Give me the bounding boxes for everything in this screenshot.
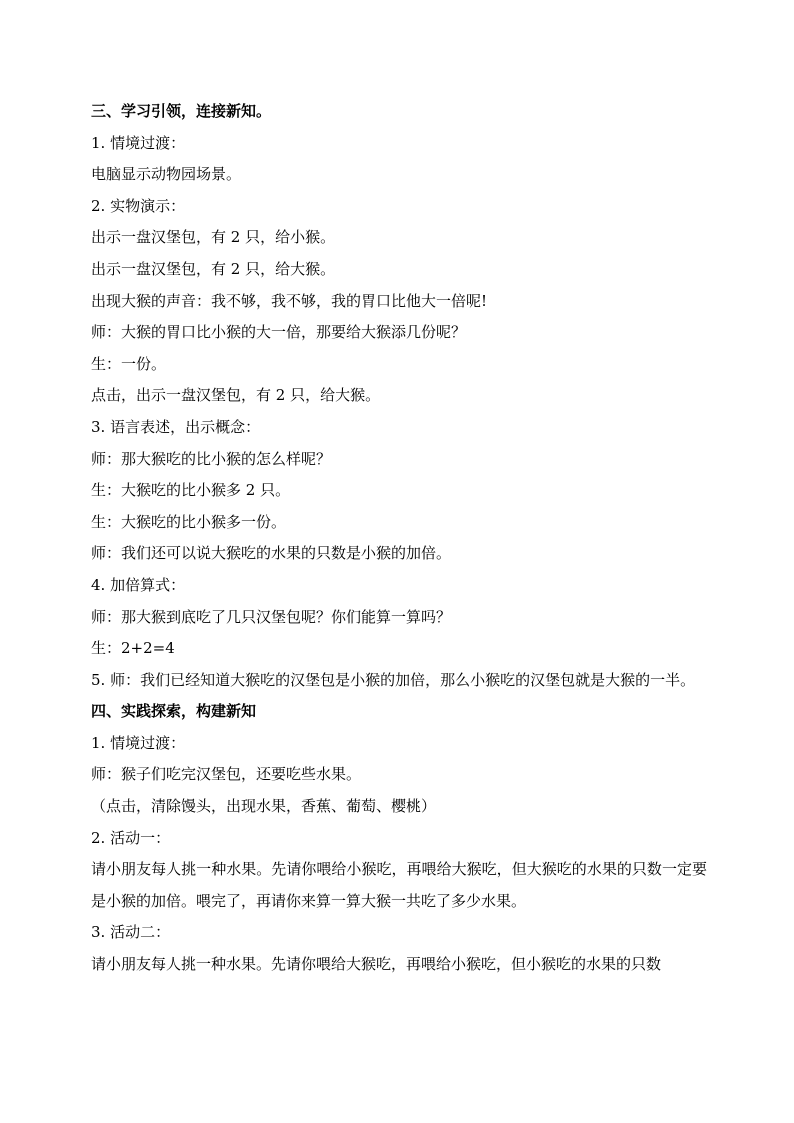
section-4-line: 2. 活动一：	[91, 828, 171, 847]
section-4-line: 师：猴子们吃完汉堡包，还要吃些水果。	[91, 765, 362, 784]
section-3-line: 点击，出示一盘汉堡包，有 2 只，给大猴。	[91, 386, 381, 405]
section-3-line: 出示一盘汉堡包，有 2 只，给小猴。	[91, 228, 336, 247]
section-3-line: 4. 加倍算式：	[91, 575, 186, 594]
section-3-line: 师：大猴的胃口比小猴的大一倍，那要给大猴添几份呢？	[91, 323, 467, 342]
section-4-line: 1. 情境过渡：	[91, 733, 186, 752]
section-3-line: 生：2+2=4	[91, 639, 175, 658]
activity-1-paragraph: 请小朋友每人挑一种水果。先请你喂给小猴吃，再喂给大猴吃，但大猴吃的水果的只数一定要是小猴的加倍。喂完了，再请你来算一算大猴一共吃了多少水果。	[91, 860, 707, 910]
section-3-line: 师：我们还可以说大猴吃的水果的只数是小猴的加倍。	[91, 544, 452, 563]
section-3-heading: 三、学习引领，连接新知。	[91, 102, 272, 120]
section-3-line: 生：大猴吃的比小猴多一份。	[91, 512, 287, 531]
document-body	[91, 96, 707, 981]
section-3-line: 出示一盘汉堡包，有 2 只，给大猴。	[91, 259, 336, 278]
section-4-line: （点击，清除馒头，出现水果，香蕉、葡萄、樱桃）	[91, 797, 437, 816]
section-3-line: 师：那大猴吃的比小猴的怎么样呢？	[91, 449, 332, 468]
section-3-paragraph-5: 5. 师：我们已经知道大猴吃的汉堡包是小猴的加倍，那么小猴吃的汉堡包就是大猴的一半。	[91, 670, 696, 689]
section-3-line: 1. 情境过渡：	[91, 133, 186, 152]
section-3-line: 生：大猴吃的比小猴多 2 只。	[91, 481, 291, 500]
activity-2-label: 3. 活动二：	[91, 923, 171, 942]
section-4-heading: 四、实践探索，构建新知	[91, 702, 257, 721]
section-3-line: 2. 实物演示：	[91, 196, 186, 215]
section-3-line: 3. 语言表述，出示概念：	[91, 417, 261, 436]
section-3-line: 出现大猴的声音：我不够，我不够，我的胃口比他大一倍呢!	[91, 291, 488, 310]
section-3-line: 电脑显示动物园场景。	[91, 165, 242, 184]
activity-2-paragraph: 请小朋友每人挑一种水果。先请你喂给大猴吃，再喂给小猴吃，但小猴吃的水果的只数	[91, 955, 662, 974]
section-3-line: 师：那大猴到底吃了几只汉堡包呢？你们能算一算吗？	[91, 607, 452, 626]
section-3-line: 生：一份。	[91, 354, 167, 373]
